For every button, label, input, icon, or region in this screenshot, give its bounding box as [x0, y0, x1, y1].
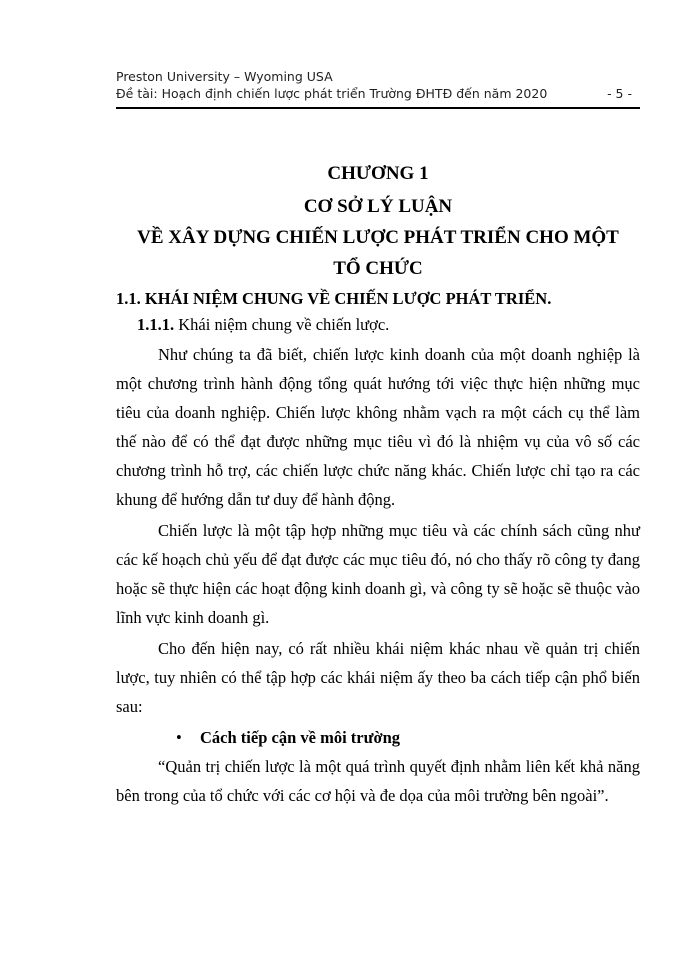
chapter-title-line1: CƠ SỞ LÝ LUẬN	[303, 196, 453, 217]
paragraph-1: Như chúng ta đã biết, chiến lược kinh doanh của một doanh nghiệp là một chương trình hành động tổng quát hướng tới việc thực hiện những mục tiêu của doanh nghiệp. Chiến lược không nhằm vạch ra một cách cụ thể làm thế nào để có thể đạt được những mục tiêu vì đó là nhiệm vụ của vô số các chương trình hỗ trợ, các chiến lược chức năng khác. Chiến lược chỉ tạo ra các khung để hướng dẫn tư duy để hành động.	[116, 345, 640, 509]
subsection-number: 1.1.1.	[137, 315, 175, 334]
header-topic-line	[116, 85, 640, 102]
section-heading: 1.1. KHÁI NIỆM CHUNG VỀ CHIẾN LƯỢC PHÁT TRIỂN.	[116, 289, 552, 308]
quote-paragraph: “Quản trị chiến lược là một quá trình quyết định nhằm liên kết khả năng bên trong của tổ chức với các cơ hội và đe dọa của môi trường bên ngoài”.	[116, 757, 640, 805]
running-header	[116, 68, 640, 102]
chapter-title-line2: VỀ XÂY DỰNG CHIẾN LƯỢC PHÁT TRIỂN CHO MỘT	[137, 227, 619, 248]
page-number: - 5 -	[607, 86, 632, 101]
chapter-title-line3: TỔ CHỨC	[333, 258, 423, 279]
header-topic: Đề tài: Hoạch định chiến lược phát triển Trường ĐHTĐ đến năm 2020	[116, 86, 548, 101]
header-university: Preston University – Wyoming USA	[116, 69, 333, 84]
paragraph-2: Chiến lược là một tập hợp những mục tiêu và các chính sách cũng như các kế hoạch chủ yếu để đạt được các mục tiêu đó, nó cho thấy rõ công ty đang hoặc sẽ thực hiện các hoạt động kinh doanh gì, và công ty sẽ hoặc sẽ thuộc vào lĩnh vực kinh doanh gì.	[116, 521, 640, 627]
subsection-title: Khái niệm chung về chiến lược.	[178, 315, 390, 334]
header-divider	[116, 107, 640, 109]
chapter-number: CHƯƠNG 1	[327, 163, 429, 184]
subsection-heading	[116, 312, 640, 338]
bullet-label: Cách tiếp cận về môi trường	[200, 728, 401, 747]
bullet-item	[116, 723, 640, 752]
bullet-icon: •	[176, 728, 182, 747]
document-body	[116, 158, 640, 810]
paragraph-3: Cho đến hiện nay, có rất nhiều khái niệm khác nhau về quản trị chiến lược, tuy nhiên có thể tập hợp các khái niệm ấy theo ba cách tiếp cận phổ biến sau:	[116, 639, 640, 716]
